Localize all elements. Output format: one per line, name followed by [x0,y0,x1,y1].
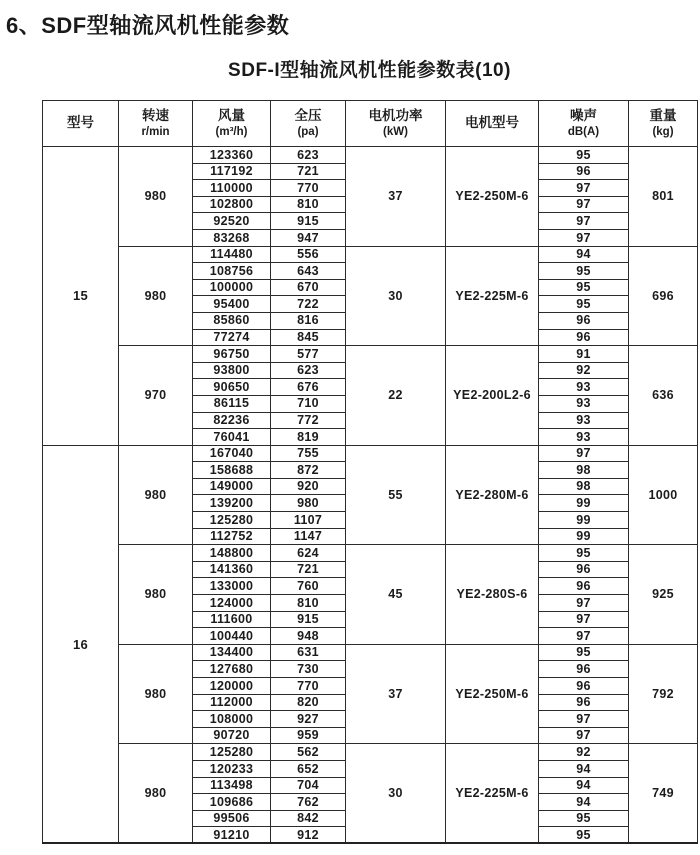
weight-cell: 749 [629,744,698,844]
header-label: 型号 [67,115,94,131]
table-header [43,101,698,147]
pressure-cell: 721 [271,561,346,578]
airflow-cell: 90720 [193,727,271,744]
noise-cell: 97 [539,727,629,744]
header-row [43,101,698,147]
airflow-cell: 158688 [193,462,271,479]
pressure-cell: 948 [271,628,346,645]
airflow-cell: 99506 [193,810,271,827]
airflow-cell: 83268 [193,229,271,246]
motor-cell: YE2-225M-6 [446,744,539,844]
motor-cell: YE2-280M-6 [446,445,539,545]
weight-cell: 696 [629,246,698,346]
noise-cell: 97 [539,213,629,230]
airflow-cell: 110000 [193,180,271,197]
airflow-cell: 77274 [193,329,271,346]
airflow-cell: 123360 [193,147,271,164]
airflow-cell: 109686 [193,794,271,811]
noise-cell: 94 [539,760,629,777]
speed-cell: 980 [119,445,193,545]
pressure-cell: 915 [271,611,346,628]
airflow-cell: 125280 [193,512,271,529]
airflow-cell: 120233 [193,760,271,777]
pressure-cell: 577 [271,346,346,363]
pressure-cell: 980 [271,495,346,512]
noise-cell: 95 [539,827,629,844]
noise-cell: 95 [539,147,629,164]
airflow-cell: 117192 [193,163,271,180]
power-cell: 30 [346,246,446,346]
motor-cell: YE2-250M-6 [446,644,539,744]
table-title: SDF-I型轴流风机性能参数表(10) [228,60,511,81]
noise-cell: 99 [539,512,629,529]
pressure-cell: 1147 [271,528,346,545]
airflow-cell: 148800 [193,545,271,562]
pressure-cell: 819 [271,429,346,446]
airflow-cell: 133000 [193,578,271,595]
weight-cell: 1000 [629,445,698,545]
motor-cell: YE2-280S-6 [446,545,539,645]
pressure-cell: 762 [271,794,346,811]
table-row [43,744,698,761]
airflow-cell: 124000 [193,595,271,612]
motor-cell: YE2-225M-6 [446,246,539,346]
airflow-cell: 86115 [193,395,271,412]
header-unit: (kW) [383,125,408,138]
airflow-cell: 100440 [193,628,271,645]
pressure-cell: 624 [271,545,346,562]
pressure-cell: 915 [271,213,346,230]
noise-cell: 99 [539,495,629,512]
page-title: 6、SDF型轴流风机性能参数 [6,13,290,38]
noise-cell: 97 [539,180,629,197]
header-unit: (kg) [652,125,674,138]
noise-cell: 96 [539,163,629,180]
header-label: 转速 [142,107,169,123]
pressure-cell: 845 [271,329,346,346]
airflow-cell: 111600 [193,611,271,628]
airflow-cell: 102800 [193,196,271,213]
header-label: 重量 [649,107,677,123]
table-row [43,147,698,164]
col-header-power [346,101,446,147]
pressure-cell: 770 [271,678,346,695]
header-label: 全压 [294,107,322,123]
pressure-cell: 810 [271,595,346,612]
col-header-motor [446,101,539,147]
pressure-cell: 920 [271,478,346,495]
airflow-cell: 112000 [193,694,271,711]
power-cell: 37 [346,644,446,744]
airflow-cell: 95400 [193,296,271,313]
col-header-model [43,101,119,147]
pressure-cell: 676 [271,379,346,396]
noise-cell: 95 [539,263,629,280]
noise-cell: 93 [539,379,629,396]
speed-cell: 980 [119,545,193,645]
model-cell: 15 [43,147,119,446]
airflow-cell: 76041 [193,429,271,446]
airflow-cell: 108000 [193,711,271,728]
noise-cell: 96 [539,678,629,695]
table-row [43,545,698,562]
noise-cell: 91 [539,346,629,363]
noise-cell: 92 [539,362,629,379]
airflow-cell: 167040 [193,445,271,462]
noise-cell: 97 [539,196,629,213]
pressure-cell: 810 [271,196,346,213]
pressure-cell: 760 [271,578,346,595]
noise-cell: 93 [539,429,629,446]
noise-cell: 93 [539,395,629,412]
col-header-noise [539,101,629,147]
pressure-cell: 721 [271,163,346,180]
pressure-cell: 1107 [271,512,346,529]
speed-cell: 980 [119,744,193,844]
airflow-cell: 127680 [193,661,271,678]
pressure-cell: 710 [271,395,346,412]
airflow-cell: 120000 [193,678,271,695]
pressure-cell: 816 [271,312,346,329]
table-row [43,445,698,462]
pressure-cell: 872 [271,462,346,479]
pressure-cell: 770 [271,180,346,197]
airflow-cell: 125280 [193,744,271,761]
power-cell: 30 [346,744,446,844]
noise-cell: 97 [539,611,629,628]
speed-cell: 980 [119,644,193,744]
airflow-cell: 134400 [193,644,271,661]
airflow-cell: 92520 [193,213,271,230]
noise-cell: 96 [539,694,629,711]
noise-cell: 96 [539,578,629,595]
header-label: 电机型号 [465,115,519,131]
model-cell: 16 [43,445,119,843]
speed-cell: 970 [119,346,193,446]
airflow-cell: 93800 [193,362,271,379]
table-row [43,246,698,263]
col-header-speed [119,101,193,147]
pressure-cell: 842 [271,810,346,827]
power-cell: 22 [346,346,446,446]
pressure-cell: 755 [271,445,346,462]
airflow-cell: 112752 [193,528,271,545]
weight-cell: 792 [629,644,698,744]
airflow-cell: 139200 [193,495,271,512]
pressure-cell: 556 [271,246,346,263]
noise-cell: 92 [539,744,629,761]
noise-cell: 95 [539,644,629,661]
noise-cell: 94 [539,794,629,811]
airflow-cell: 85860 [193,312,271,329]
motor-cell: YE2-250M-6 [446,147,539,247]
header-label: 电机功率 [368,107,423,123]
col-header-pressure [271,101,346,147]
noise-cell: 96 [539,329,629,346]
table-row [43,644,698,661]
noise-cell: 96 [539,312,629,329]
airflow-cell: 91210 [193,827,271,844]
pressure-cell: 623 [271,362,346,379]
pressure-cell: 730 [271,661,346,678]
power-cell: 37 [346,147,446,247]
pressure-cell: 912 [271,827,346,844]
weight-cell: 925 [629,545,698,645]
noise-cell: 97 [539,711,629,728]
header-unit: (pa) [297,125,319,138]
pressure-cell: 643 [271,263,346,280]
speed-cell: 980 [119,147,193,247]
power-cell: 45 [346,545,446,645]
power-cell: 55 [346,445,446,545]
airflow-cell: 108756 [193,263,271,280]
airflow-cell: 149000 [193,478,271,495]
weight-cell: 801 [629,147,698,247]
pressure-cell: 652 [271,760,346,777]
noise-cell: 95 [539,810,629,827]
header-unit: r/min [141,125,170,138]
noise-cell: 97 [539,445,629,462]
pressure-cell: 623 [271,147,346,164]
airflow-cell: 141360 [193,561,271,578]
header-label: 噪声 [570,107,597,123]
header-unit: dB(A) [567,125,600,138]
noise-cell: 94 [539,246,629,263]
table-body [43,147,698,844]
pressure-cell: 562 [271,744,346,761]
pressure-cell: 722 [271,296,346,313]
header-label: 风量 [218,107,245,123]
airflow-cell: 90650 [193,379,271,396]
noise-cell: 98 [539,478,629,495]
pressure-cell: 704 [271,777,346,794]
noise-cell: 99 [539,528,629,545]
col-header-weight [629,101,698,147]
airflow-cell: 114480 [193,246,271,263]
noise-cell: 95 [539,296,629,313]
weight-cell: 636 [629,346,698,446]
noise-cell: 95 [539,279,629,296]
noise-cell: 95 [539,545,629,562]
col-header-airflow [193,101,271,147]
pressure-cell: 772 [271,412,346,429]
noise-cell: 98 [539,462,629,479]
noise-cell: 96 [539,661,629,678]
pressure-cell: 959 [271,727,346,744]
pressure-cell: 820 [271,694,346,711]
fan-performance-table [42,100,698,844]
pressure-cell: 927 [271,711,346,728]
noise-cell: 96 [539,561,629,578]
motor-cell: YE2-200L2-6 [446,346,539,446]
airflow-cell: 100000 [193,279,271,296]
table-row [43,346,698,363]
noise-cell: 97 [539,229,629,246]
pressure-cell: 631 [271,644,346,661]
pressure-cell: 947 [271,229,346,246]
airflow-cell: 96750 [193,346,271,363]
noise-cell: 97 [539,595,629,612]
noise-cell: 97 [539,628,629,645]
noise-cell: 93 [539,412,629,429]
airflow-cell: 82236 [193,412,271,429]
header-unit: (m³/h) [215,125,248,138]
airflow-cell: 113498 [193,777,271,794]
noise-cell: 94 [539,777,629,794]
pressure-cell: 670 [271,279,346,296]
speed-cell: 980 [119,246,193,346]
